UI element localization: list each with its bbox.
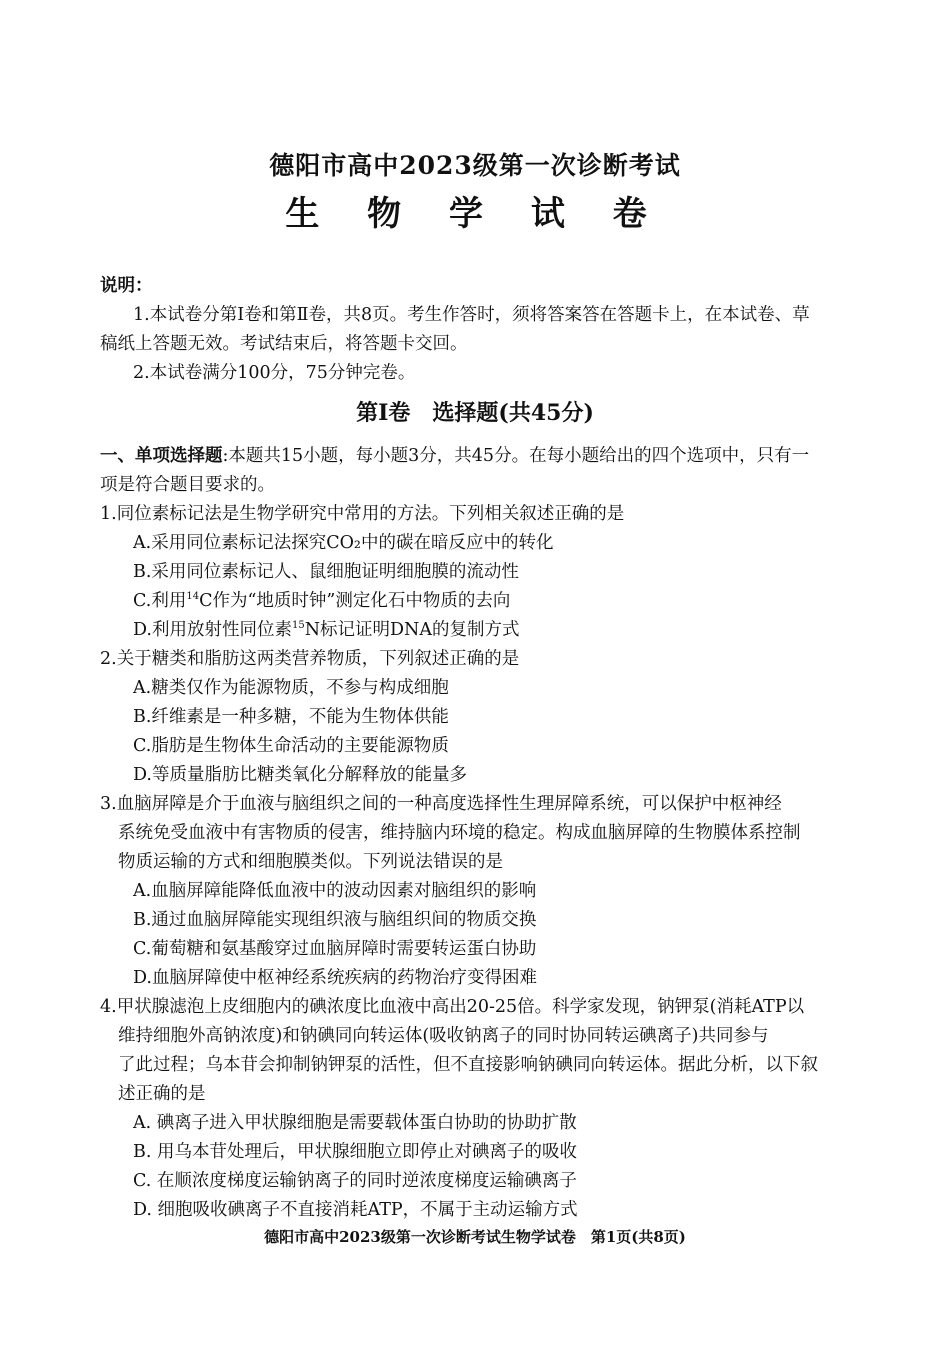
instruction-2: 2.本试卷满分100分，75分钟完卷。 [133,363,416,383]
question-2-option-c: C.脂肪是生物体生命活动的主要能源物质 [133,736,449,756]
question-2-option-a: A.糖类仅作为能源物质，不参与构成细胞 [133,678,449,698]
question-3-option-d: D.血脑屏障使中枢神经系统疾病的药物治疗变得困难 [133,968,537,988]
question-1-option-d [133,616,863,645]
question-2-option-b: B.纤维素是一种多糖，不能为生物体供能 [133,707,449,727]
question-3-option-a: A.血脑屏障能降低血液中的波动因素对脑组织的影响 [133,881,537,901]
part-description-line2: 项是符合题目要求的。 [100,475,275,495]
page-footer: 德阳市高中2023级第一次诊断考试生物学试卷 第1页(共8页) [264,1228,686,1246]
part-description-line1 [100,442,830,471]
question-4-option-b: B. 用乌本苷处理后，甲状腺细胞立即停止对碘离子的吸收 [133,1142,577,1162]
question-1-option-c [133,587,863,616]
question-3-option-b: B.通过血脑屏障能实现组织液与脑组织间的物质交换 [133,910,537,930]
question-2-option-d: D.等质量脂肪比糖类氧化分解释放的能量多 [133,765,467,785]
instruction-1-line2: 稿纸上答题无效。考试结束后，将答题卡交回。 [100,334,468,354]
question-3-stem-line1: 3.血脑屏障是介于血液与脑组织之间的一种高度选择性生理屏障系统，可以保护中枢神经 [100,794,782,814]
question-1-option-a: A.采用同位素标记法探究CO₂中的碳在暗反应中的转化 [133,533,554,553]
option-c-prefix: C.利用 [133,591,187,611]
part-label: 一、单项选择题 [100,446,223,466]
question-2-stem: 2.关于糖类和脂肪这两类营养物质，下列叙述正确的是 [100,649,520,669]
question-1-stem: 1.同位素标记法是生物学研究中常用的方法。下列相关叙述正确的是 [100,504,625,524]
option-c-superscript: 14 [186,591,200,603]
question-4-stem-line2: 维持细胞外高钠浓度)和钠碘同向转运体(吸收钠离子的同时协同转运碘离子)共同参与 [118,1026,769,1046]
question-4-stem-line3: 了此过程；乌本苷会抑制钠钾泵的活性，但不直接影响钠碘同向转运体。据此分析，以下叙 [118,1055,818,1075]
option-c-text: C作为“地质时钟”测定化石中物质的去向 [199,591,511,611]
instruction-1-line1: 1.本试卷分第Ⅰ卷和第Ⅱ卷，共8页。考生作答时，须将答案答在答题卡上，在本试卷、草 [133,305,810,325]
question-4-stem-line4: 述正确的是 [118,1084,206,1104]
question-4-stem-line1: 4.甲状腺滤泡上皮细胞内的碘浓度比血液中高出20-25倍。科学家发现，钠钾泵(消耗ATP以 [100,997,805,1017]
question-4-option-d: D. 细胞吸收碘离子不直接消耗ATP，不属于主动运输方式 [133,1200,578,1220]
part-desc-1: :本题共15小题，每小题3分，共45分。在每小题给出的四个选项中，只有一 [222,446,810,466]
question-4-option-c: C. 在顺浓度梯度运输钠离子的同时逆浓度梯度运输碘离子 [133,1171,577,1191]
exam-subject-title: 生 物 学 试 卷 [285,194,665,234]
question-3-option-c: C.葡萄糖和氨基酸穿过血脑屏障时需要转运蛋白协助 [133,939,537,959]
section-heading: 第Ⅰ卷 选择题(共45分) [356,400,594,426]
instructions-label: 说明： [100,276,153,296]
question-3-stem-line3: 物质运输的方式和细胞膜类似。下列说法错误的是 [118,852,503,872]
exam-title: 德阳市高中2023级第一次诊断考试 [269,151,681,180]
question-3-stem-line2: 系统免受血液中有害物质的侵害，维持脑内环境的稳定。构成血脑屏障的生物膜体系控制 [118,823,801,843]
option-d-prefix: D.利用放射性同位素 [133,620,292,640]
option-d-text: N标记证明DNA的复制方式 [304,620,520,640]
question-1-option-b: B.采用同位素标记人、鼠细胞证明细胞膜的流动性 [133,562,519,582]
option-d-superscript: 15 [291,620,305,632]
question-4-option-a: A. 碘离子进入甲状腺细胞是需要载体蛋白协助的协助扩散 [133,1113,577,1133]
